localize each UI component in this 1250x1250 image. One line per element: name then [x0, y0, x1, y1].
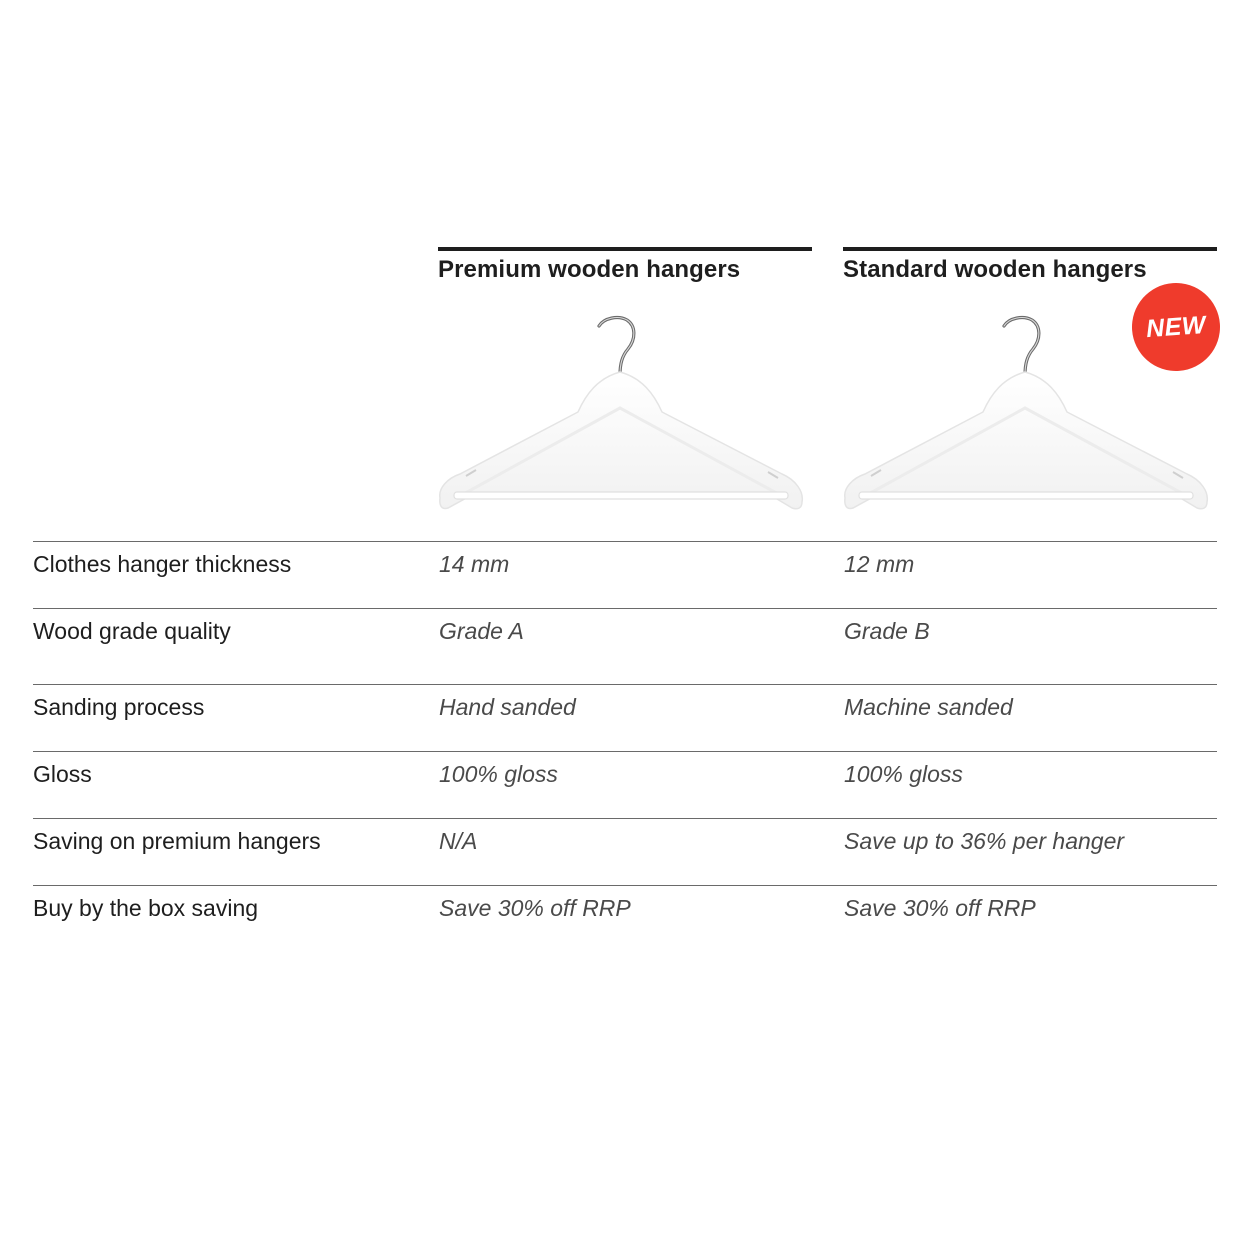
row-label: Saving on premium hangers [33, 828, 321, 854]
premium-value: 14 mm [439, 551, 510, 577]
standard-value: 12 mm [844, 551, 915, 577]
row-label: Gloss [33, 761, 92, 787]
premium-value: Grade A [439, 618, 524, 644]
table-row [33, 608, 1217, 644]
row-label: Buy by the box saving [33, 895, 259, 921]
table-row [33, 818, 1217, 854]
standard-value: Machine sanded [844, 694, 1013, 720]
column-header-standard [843, 247, 1217, 284]
premium-value: N/A [439, 828, 478, 854]
column-title: Standard wooden hangers [843, 256, 1147, 283]
hanger-image-premium [436, 312, 806, 514]
standard-value: Save up to 36% per hanger [844, 828, 1125, 854]
premium-value: Save 30% off RRP [439, 895, 631, 921]
new-badge: NEW [1129, 280, 1223, 374]
premium-value: 100% gloss [439, 761, 558, 787]
table-row [33, 684, 1217, 720]
standard-value: Grade B [844, 618, 930, 644]
table-row [33, 885, 1217, 921]
row-label: Sanding process [33, 694, 205, 720]
row-label: Wood grade quality [33, 618, 231, 644]
column-header-premium [438, 247, 812, 284]
row-label: Clothes hanger thickness [33, 551, 292, 577]
standard-value: 100% gloss [844, 761, 963, 787]
premium-value: Hand sanded [439, 694, 576, 720]
column-title: Premium wooden hangers [438, 256, 741, 283]
table-row [33, 751, 1217, 787]
table-row [33, 541, 1217, 577]
standard-value: Save 30% off RRP [844, 895, 1036, 921]
